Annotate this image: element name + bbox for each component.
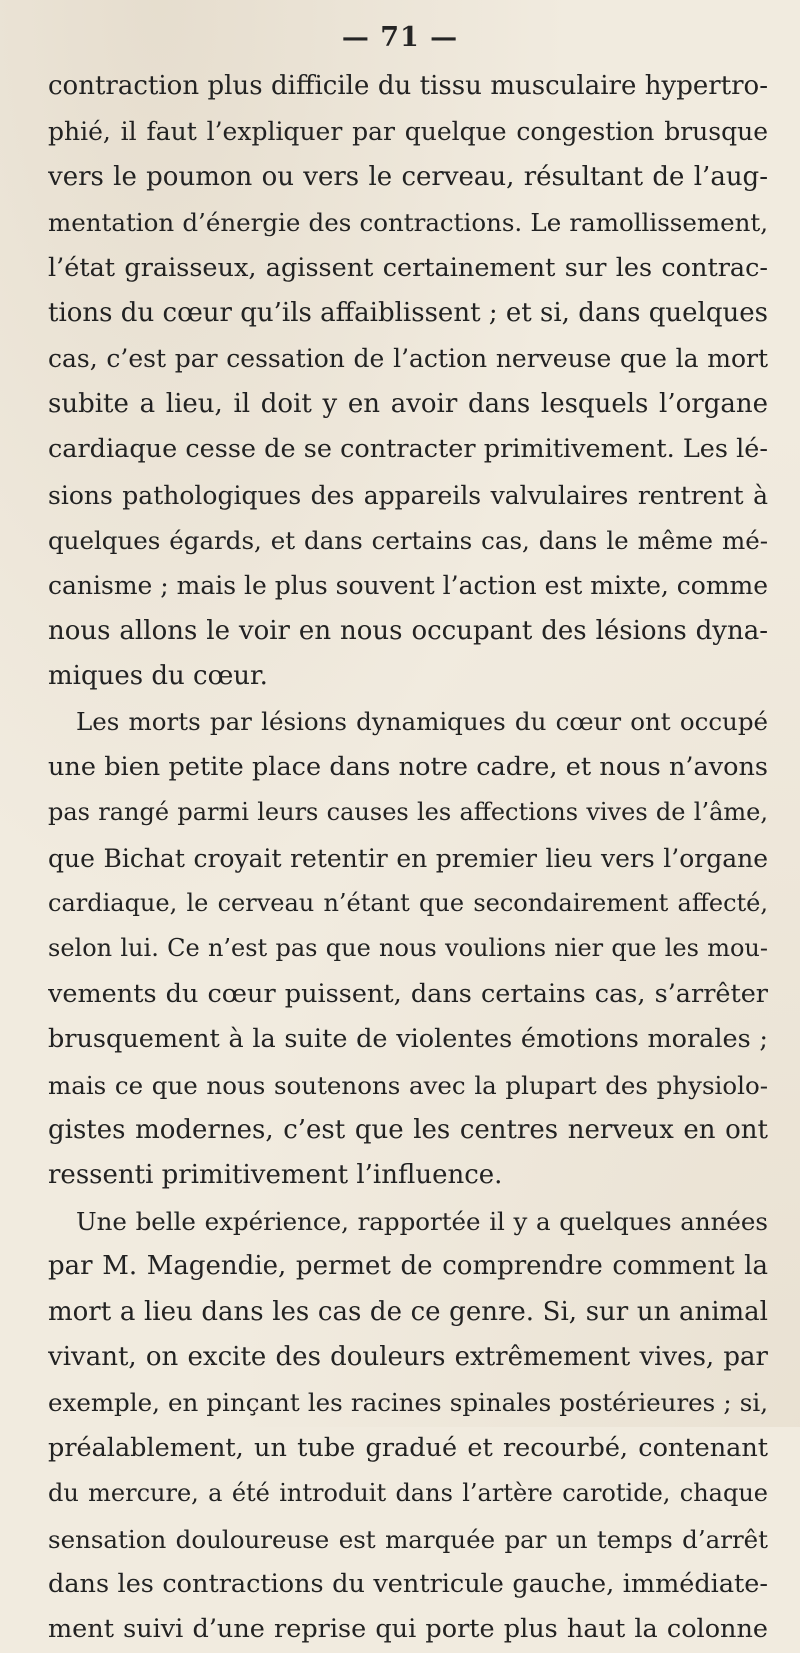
text-line: une bien petite place dans notre cadre, et nous n’avons xyxy=(48,751,768,782)
text-line: Une belle expérience, rapportée il y a quelques années xyxy=(76,1206,768,1236)
text-line: quelques égards, et dans certains cas, dans le même mé- xyxy=(48,525,768,555)
text-line: l’état graisseux, agissent certainement sur les contrac- xyxy=(48,252,768,283)
text-line: Les morts par lésions dynamiques du cœur ont occupé xyxy=(76,707,768,737)
text-line: selon lui. Ce n’est pas que nous voulions nier que les mou- xyxy=(48,934,768,963)
text-line: sensation douloureuse est marquée par un temps d’arrêt xyxy=(48,1524,768,1554)
text-line: mort a lieu dans les cas de ce genre. Si, sur un animal xyxy=(48,1296,768,1327)
text-line: mentation d’énergie des contractions. Le ramollissement, xyxy=(48,208,768,238)
text-line: contraction plus difficile du tissu musculaire hypertro- xyxy=(48,71,768,101)
text-line: sions pathologiques des appareils valvulaires rentrent à xyxy=(48,480,768,510)
text-line: cardiaque, le cerveau n’étant que secondairement affecté, xyxy=(48,889,768,918)
text-line: exemple, en pinçant les racines spinales postérieures ; si, xyxy=(48,1388,768,1418)
text-line: ment suivi d’une reprise qui porte plus haut la colonne xyxy=(48,1614,768,1645)
text-line: vers le poumon ou vers le cerveau, résultant de l’aug- xyxy=(48,161,768,192)
text-line: que Bichat croyait retentir en premier lieu vers l’organe xyxy=(48,843,768,873)
text-line: miques du cœur. xyxy=(48,661,268,692)
text-line: canisme ; mais le plus souvent l’action est mixte, comme xyxy=(48,571,768,601)
text-line: préalablement, un tube gradué et recourbé, contenant xyxy=(48,1432,768,1463)
text-line: mais ce que nous soutenons avec la plupart des physiolo- xyxy=(48,1070,768,1100)
text-line: du mercure, a été introduit dans l’artère carotide, chaque xyxy=(48,1479,768,1508)
text-line: subite a lieu, il doit y en avoir dans lesquels l’organe xyxy=(48,388,768,419)
text-line: brusquement à la suite de violentes émotions morales ; xyxy=(48,1024,768,1055)
text-line: vivant, on excite des douleurs extrêmement vives, par xyxy=(48,1341,768,1372)
text-line: pas rangé parmi leurs causes les affections vives de l’âme, xyxy=(48,798,768,827)
text-line: tions du cœur qu’ils affaiblissent ; et si, dans quelques xyxy=(48,297,768,328)
text-line: dans les contractions du ventricule gauche, immédiate- xyxy=(48,1568,768,1599)
page-number: — 71 — xyxy=(341,22,459,53)
text-line: par M. Magendie, permet de comprendre comment la xyxy=(48,1251,768,1282)
text-line: nous allons le voir en nous occupant des lésions dyna- xyxy=(48,615,768,646)
text-line: cas, c’est par cessation de l’action nerveuse que la mort xyxy=(48,344,768,374)
body-text xyxy=(48,64,768,1653)
text-line: phié, il faut l’expliquer par quelque congestion brusque xyxy=(48,117,768,147)
text-line: gistes modernes, c’est que les centres nerveux en ont xyxy=(48,1114,768,1145)
text-line: cardiaque cesse de se contracter primitivement. Les lé- xyxy=(48,434,768,465)
text-line: ressenti primitivement l’influence. xyxy=(48,1160,503,1191)
text-line: vements du cœur puissent, dans certains cas, s’arrêter xyxy=(48,978,768,1009)
